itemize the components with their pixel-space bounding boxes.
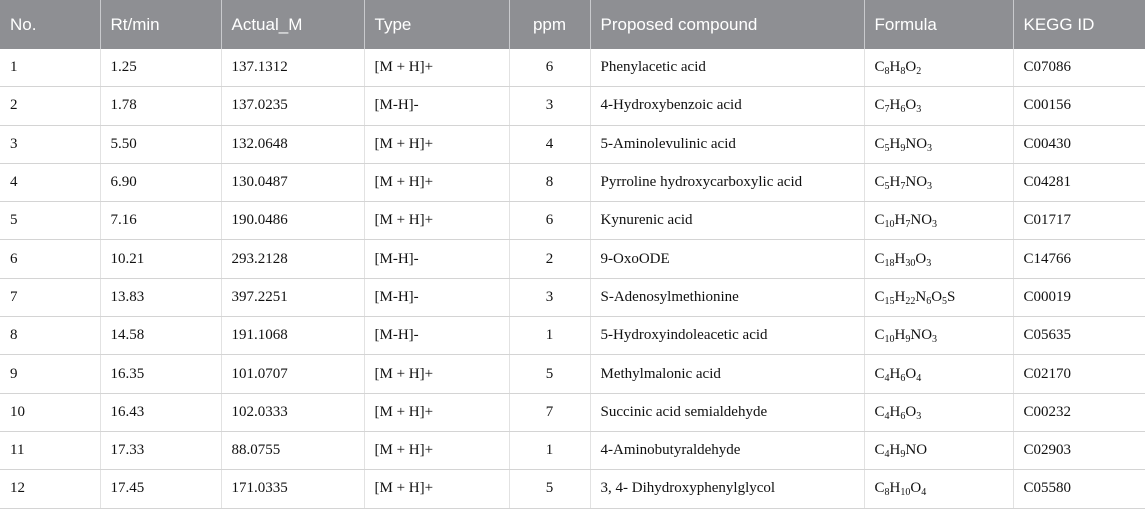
header-row: [0, 0, 1145, 49]
formula-element: H: [889, 135, 901, 152]
cell-kegg-id: C00430: [1013, 125, 1145, 163]
header-actual-mass: Actual_M: [221, 0, 364, 49]
formula-element: O: [905, 97, 917, 114]
formula-element: H: [889, 174, 901, 191]
cell-ppm: 3: [509, 278, 590, 316]
cell-compound: 9-OxoODE: [590, 240, 864, 278]
formula-subscript: 3: [932, 219, 938, 231]
cell-compound: Succinic acid semialdehyde: [590, 393, 864, 431]
cell-formula: [864, 163, 1013, 201]
formula-element: O: [905, 59, 917, 76]
table-row: [0, 87, 1145, 125]
formula-subscript: 30: [905, 257, 916, 269]
formula-subscript: 5: [884, 142, 890, 154]
formula-subscript: 18: [884, 257, 895, 269]
header-no: No.: [0, 0, 100, 49]
cell-actual-mass: 190.0486: [221, 202, 364, 240]
cell-no: 3: [0, 125, 100, 163]
formula-subscript: 3: [932, 334, 938, 346]
cell-formula: [864, 431, 1013, 469]
formula-element: H: [889, 97, 901, 114]
cell-kegg-id: C05635: [1013, 317, 1145, 355]
formula-element: O: [915, 250, 927, 267]
cell-compound: 4-Aminobutyraldehyde: [590, 431, 864, 469]
header-formula: Formula: [864, 0, 1013, 49]
header-ppm: ppm: [509, 0, 590, 49]
formula-element: H: [894, 288, 906, 305]
cell-rt: 5.50: [100, 125, 221, 163]
formula-subscript: 3: [927, 181, 933, 193]
cell-rt: 1.25: [100, 49, 221, 87]
cell-no: 11: [0, 431, 100, 469]
formula-subscript: 3: [916, 104, 922, 116]
cell-type: [M + H]+: [364, 202, 509, 240]
table-row: [0, 470, 1145, 508]
formula-element: C: [874, 212, 885, 229]
formula-subscript: 6: [900, 104, 906, 116]
cell-formula: [864, 202, 1013, 240]
formula-subscript: 10: [900, 487, 911, 499]
formula-element: C: [874, 442, 885, 459]
formula-element: NO: [905, 135, 928, 152]
formula-element: C: [874, 327, 885, 344]
table-row: [0, 163, 1145, 201]
formula-subscript: 7: [905, 219, 911, 231]
cell-formula: [864, 470, 1013, 508]
cell-actual-mass: 102.0333: [221, 393, 364, 431]
formula-subscript: 6: [900, 372, 906, 384]
formula-element: C: [874, 97, 885, 114]
cell-compound: Methylmalonic acid: [590, 355, 864, 393]
header-compound: Proposed compound: [590, 0, 864, 49]
formula-subscript: 22: [905, 295, 916, 307]
formula-element: NO: [910, 212, 933, 229]
cell-rt: 10.21: [100, 240, 221, 278]
cell-rt: 1.78: [100, 87, 221, 125]
formula-element: H: [894, 212, 906, 229]
formula-subscript: 9: [900, 449, 906, 461]
formula-subscript: 5: [884, 181, 890, 193]
cell-actual-mass: 132.0648: [221, 125, 364, 163]
formula-element: C: [874, 250, 885, 267]
formula-element: C: [874, 174, 885, 191]
formula-subscript: 10: [884, 219, 895, 231]
formula-element: NO: [905, 174, 928, 191]
formula-subscript: 2: [916, 66, 922, 78]
cell-no: 1: [0, 49, 100, 87]
formula-subscript: 8: [884, 487, 890, 499]
cell-rt: 16.43: [100, 393, 221, 431]
cell-rt: 14.58: [100, 317, 221, 355]
cell-kegg-id: C00019: [1013, 278, 1145, 316]
cell-type: [M-H]-: [364, 240, 509, 278]
formula-element: H: [889, 442, 901, 459]
formula-element: NO: [910, 327, 933, 344]
formula-subscript: 4: [884, 410, 890, 422]
cell-kegg-id: C07086: [1013, 49, 1145, 87]
cell-type: [M + H]+: [364, 431, 509, 469]
formula-element: O: [905, 403, 917, 420]
cell-kegg-id: C04281: [1013, 163, 1145, 201]
cell-formula: [864, 240, 1013, 278]
cell-no: 8: [0, 317, 100, 355]
cell-type: [M + H]+: [364, 470, 509, 508]
cell-rt: 16.35: [100, 355, 221, 393]
cell-no: 9: [0, 355, 100, 393]
formula-element: C: [874, 365, 885, 382]
formula-element: N: [915, 288, 927, 305]
cell-type: [M + H]+: [364, 49, 509, 87]
cell-compound: Pyrroline hydroxycarboxylic acid: [590, 163, 864, 201]
formula-element: C: [874, 59, 885, 76]
formula-subscript: 3: [926, 257, 932, 269]
formula-element: C: [874, 480, 885, 497]
cell-actual-mass: 191.1068: [221, 317, 364, 355]
cell-kegg-id: C14766: [1013, 240, 1145, 278]
formula-subscript: 4: [916, 372, 922, 384]
cell-formula: [864, 393, 1013, 431]
formula-subscript: 4: [921, 487, 927, 499]
cell-ppm: 3: [509, 87, 590, 125]
cell-ppm: 6: [509, 202, 590, 240]
table-row: [0, 125, 1145, 163]
cell-ppm: 1: [509, 317, 590, 355]
formula-subscript: 9: [900, 142, 906, 154]
formula-subscript: 4: [884, 449, 890, 461]
formula-subscript: 6: [900, 410, 906, 422]
cell-kegg-id: C02903: [1013, 431, 1145, 469]
formula-subscript: 7: [900, 181, 906, 193]
cell-actual-mass: 137.0235: [221, 87, 364, 125]
cell-formula: [864, 278, 1013, 316]
cell-compound: S-Adenosylmethionine: [590, 278, 864, 316]
formula-element: H: [894, 327, 906, 344]
cell-rt: 17.45: [100, 470, 221, 508]
cell-compound: 3, 4- Dihydroxyphenylglycol: [590, 470, 864, 508]
formula-element: O: [910, 480, 922, 497]
cell-compound: 4-Hydroxybenzoic acid: [590, 87, 864, 125]
cell-actual-mass: 137.1312: [221, 49, 364, 87]
table-header: [0, 0, 1145, 49]
formula-subscript: 5: [942, 295, 948, 307]
cell-ppm: 8: [509, 163, 590, 201]
cell-actual-mass: 101.0707: [221, 355, 364, 393]
formula-subscript: 8: [884, 66, 890, 78]
cell-formula: [864, 49, 1013, 87]
table-row: [0, 202, 1145, 240]
cell-no: 6: [0, 240, 100, 278]
formula-subscript: 10: [884, 334, 895, 346]
formula-element: O: [931, 288, 943, 305]
formula-element: H: [889, 59, 901, 76]
cell-rt: 13.83: [100, 278, 221, 316]
cell-actual-mass: 397.2251: [221, 278, 364, 316]
table-row: [0, 49, 1145, 87]
cell-type: [M-H]-: [364, 87, 509, 125]
formula-subscript: 8: [900, 66, 906, 78]
cell-actual-mass: 130.0487: [221, 163, 364, 201]
formula-element: C: [874, 288, 885, 305]
cell-kegg-id: C01717: [1013, 202, 1145, 240]
cell-type: [M + H]+: [364, 125, 509, 163]
cell-type: [M-H]-: [364, 278, 509, 316]
formula-element: H: [889, 480, 901, 497]
formula-element: NO: [905, 442, 928, 459]
cell-rt: 17.33: [100, 431, 221, 469]
cell-kegg-id: C00232: [1013, 393, 1145, 431]
cell-ppm: 1: [509, 431, 590, 469]
formula-element: H: [889, 365, 901, 382]
cell-kegg-id: C00156: [1013, 87, 1145, 125]
table-row: [0, 431, 1145, 469]
cell-type: [M + H]+: [364, 163, 509, 201]
cell-rt: 6.90: [100, 163, 221, 201]
cell-ppm: 5: [509, 470, 590, 508]
cell-no: 12: [0, 470, 100, 508]
formula-element: C: [874, 403, 885, 420]
cell-compound: 5-Aminolevulinic acid: [590, 125, 864, 163]
cell-no: 5: [0, 202, 100, 240]
cell-type: [M + H]+: [364, 355, 509, 393]
cell-compound: 5-Hydroxyindoleacetic acid: [590, 317, 864, 355]
formula-subscript: 7: [884, 104, 890, 116]
table-row: [0, 355, 1145, 393]
cell-actual-mass: 293.2128: [221, 240, 364, 278]
formula-element: H: [894, 250, 906, 267]
header-type: Type: [364, 0, 509, 49]
cell-ppm: 6: [509, 49, 590, 87]
table-row: [0, 278, 1145, 316]
cell-actual-mass: 88.0755: [221, 431, 364, 469]
table-row: [0, 393, 1145, 431]
cell-ppm: 4: [509, 125, 590, 163]
cell-formula: [864, 355, 1013, 393]
formula-element: O: [905, 365, 917, 382]
cell-kegg-id: C02170: [1013, 355, 1145, 393]
formula-element: S: [947, 288, 956, 305]
formula-subscript: 4: [884, 372, 890, 384]
cell-type: [M + H]+: [364, 393, 509, 431]
cell-actual-mass: 171.0335: [221, 470, 364, 508]
cell-no: 4: [0, 163, 100, 201]
header-kegg-id: KEGG ID: [1013, 0, 1145, 49]
cell-compound: Kynurenic acid: [590, 202, 864, 240]
cell-rt: 7.16: [100, 202, 221, 240]
cell-no: 7: [0, 278, 100, 316]
cell-no: 10: [0, 393, 100, 431]
cell-type: [M-H]-: [364, 317, 509, 355]
formula-subscript: 6: [926, 295, 932, 307]
cell-formula: [864, 125, 1013, 163]
table-row: [0, 317, 1145, 355]
cell-no: 2: [0, 87, 100, 125]
formula-element: H: [889, 403, 901, 420]
formula-subscript: 9: [905, 334, 911, 346]
formula-element: C: [874, 135, 885, 152]
formula-subscript: 3: [916, 410, 922, 422]
header-rt: Rt/min: [100, 0, 221, 49]
cell-formula: [864, 317, 1013, 355]
cell-ppm: 2: [509, 240, 590, 278]
table-body: [0, 49, 1145, 508]
cell-kegg-id: C05580: [1013, 470, 1145, 508]
formula-subscript: 15: [884, 295, 895, 307]
cell-ppm: 5: [509, 355, 590, 393]
cell-compound: Phenylacetic acid: [590, 49, 864, 87]
cell-ppm: 7: [509, 393, 590, 431]
table-row: [0, 240, 1145, 278]
formula-subscript: 3: [927, 142, 933, 154]
cell-formula: [864, 87, 1013, 125]
